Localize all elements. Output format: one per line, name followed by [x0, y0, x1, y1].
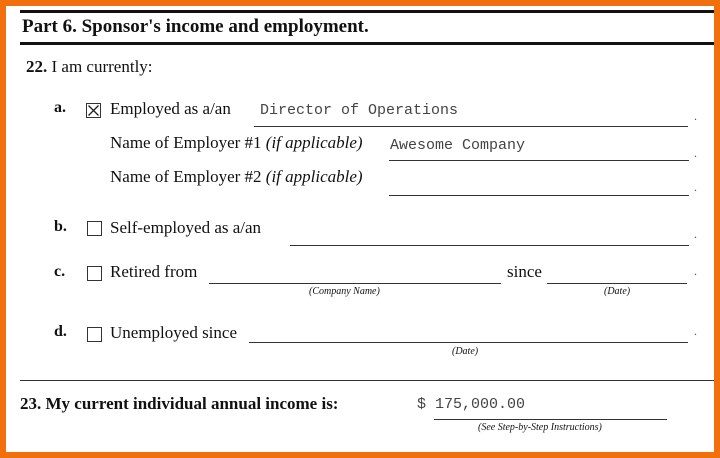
employed-label: Employed as a/an [110, 99, 231, 118]
company-name-caption: (Company Name) [309, 286, 380, 297]
unemployed-date-caption: (Date) [452, 346, 479, 357]
employer2-label-text: Name of Employer #2 [110, 167, 262, 186]
employer2-line [389, 195, 689, 196]
option-d-letter: d. [54, 323, 67, 340]
employer2-label [110, 167, 363, 187]
employer1-value[interactable]: Awesome Company [390, 137, 526, 154]
income-value: 175,000.00 [435, 396, 526, 413]
option-b-letter: b. [54, 218, 67, 235]
employed-as-value[interactable]: Director of Operations [260, 102, 459, 119]
section-divider [20, 380, 720, 381]
employer1-line [389, 160, 689, 161]
currency-symbol: $ [417, 396, 427, 413]
income-line [434, 419, 667, 420]
self-employed-dot: . [694, 227, 697, 241]
unemployed-dot: . [694, 324, 697, 338]
income-caption: (See Step-by-Step Instructions) [478, 422, 602, 433]
self-employed-checkbox[interactable] [87, 221, 102, 236]
retired-label: Retired from [110, 262, 198, 281]
employed-as-line [254, 126, 688, 127]
option-a-letter: a. [54, 99, 66, 116]
employed-checkbox[interactable] [86, 103, 101, 118]
income-input[interactable] [417, 396, 525, 413]
since-label: since [507, 262, 542, 281]
unemployed-checkbox[interactable] [87, 327, 102, 342]
q22-number: 22. [26, 57, 48, 76]
employed-as-dot: . [694, 109, 697, 123]
self-employed-line [290, 245, 689, 246]
header-top-rule [20, 10, 720, 13]
q23-text: My current individual annual income is: [45, 394, 339, 413]
header-bottom-rule [20, 42, 720, 45]
employer2-dot: . [694, 180, 697, 194]
retired-date-caption: (Date) [604, 286, 631, 297]
q22-heading [26, 57, 153, 77]
q23-heading [20, 394, 338, 414]
unemployed-date-line[interactable] [249, 342, 688, 343]
employer2-note: (if applicable) [265, 167, 363, 186]
retired-checkbox[interactable] [87, 266, 102, 281]
employer1-label-text: Name of Employer #1 [110, 133, 262, 152]
q22-text: I am currently: [51, 57, 153, 76]
retired-dot: . [694, 264, 697, 278]
checkmark-x-icon [87, 104, 100, 117]
employer1-label [110, 133, 363, 153]
employer1-note: (if applicable) [265, 133, 363, 152]
q23-number: 23. [20, 394, 42, 413]
retired-date-line[interactable] [547, 283, 687, 284]
self-employed-label: Self-employed as a/an [110, 218, 262, 237]
option-c-letter: c. [54, 263, 66, 280]
part-title: Part 6. Sponsor's income and employment. [22, 16, 369, 37]
unemployed-label: Unemployed since [110, 323, 237, 342]
employer1-dot: . [694, 146, 697, 160]
retired-company-line[interactable] [209, 283, 501, 284]
